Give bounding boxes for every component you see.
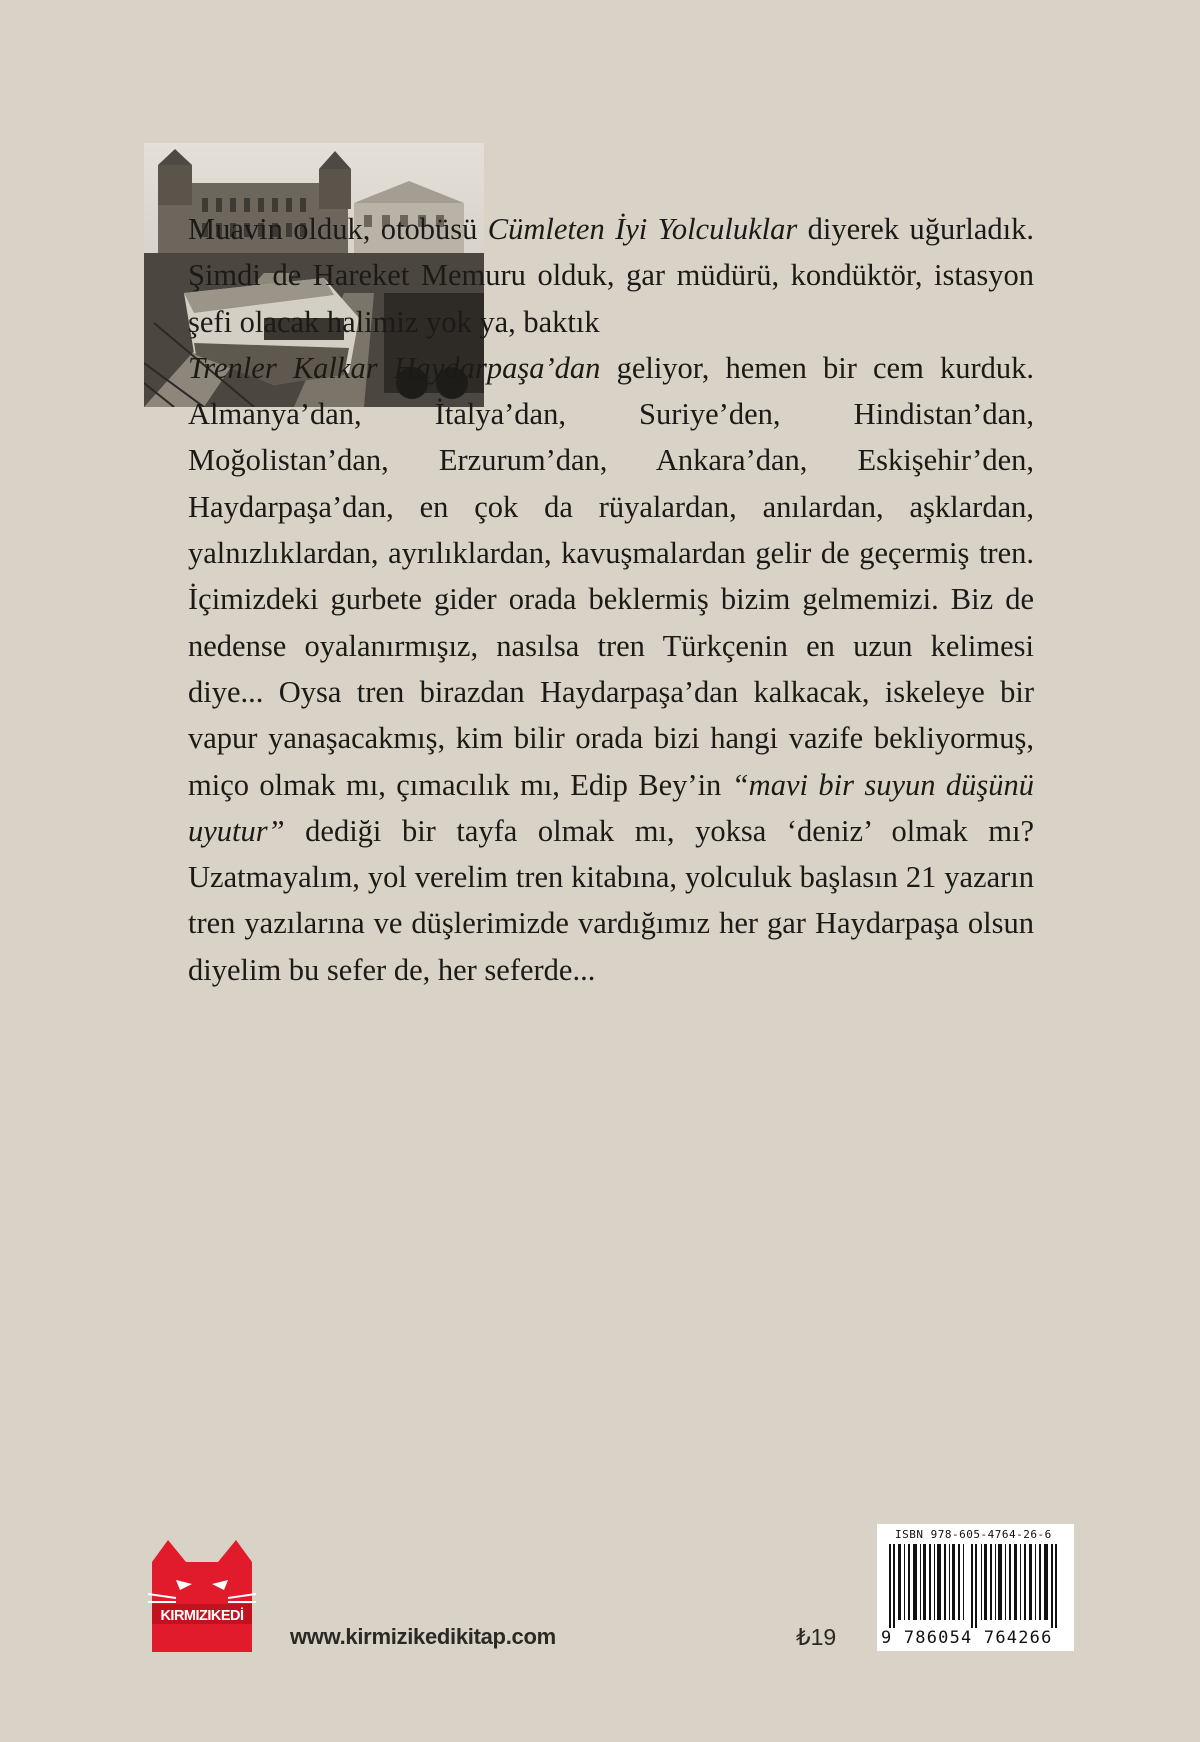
blurb-intro [188,206,1034,345]
blurb-intro-1: Muavin olduk, otobüsü [188,212,488,246]
blurb-book-title: Trenler Kalkar Haydarpaşa’dan [188,350,601,385]
publisher-logo-text: KIRMIZIKEDİ [160,1608,244,1624]
red-cat-icon [146,1540,258,1652]
barcode-bars [885,1544,1065,1628]
blurb-intro-title: Cümleten İyi Yolculuklar [487,212,798,246]
blurb-intro-2: diyerek uğurladık. Şimdi de Hareket Memuru olduk, gar müdürü, kondüktör, istasyon şefi olacak halimiz yok ya, baktık [188,212,1034,339]
publisher-logo [146,1540,258,1652]
blurb-text [188,206,1034,993]
isbn-label: ISBN 978-605-4764-26-6 [895,1528,1052,1541]
blurb-body-2: dediği bir tayfa olmak mı, yoksa ‘deniz’ olmak mı? Uzatmayalım, yol verelim tren kitabına, yolculuk başlasın 21 yazarın tren yazılarına ve düşlerimizde vardığımız her gar Haydarpaşa olsun diyelim bu sefer de, her seferde... [188,813,1034,987]
blurb-quote: “mavi bir suyun düşünü uyutur” [188,767,1034,848]
isbn-barcode [877,1524,1074,1651]
blurb-body-1: geliyor, hemen bir cem kurduk. Almanya’dan, İtalya’dan, Suriye’den, Hindistan’dan, Moğolistan’dan, Erzurum’dan, Ankara’dan, Eskişehir’den, Haydarpaşa’dan, en çok da rüyalardan, anılardan, aşklardan, yalnızlıklardan, ayrılıklardan, kavuşmalardan gelir de geçermiş tren. İçimizdeki gurbete gider orada beklermiş bizim gelmemizi. Biz de nedense oyalanırmışız, nasılsa tren Türkçenin en uzun kelimesi diye... Oysa tren birazdan Haydarpaşa’dan kalkacak, iskeleye bir vapur yanaşacakmış, kim bilir orada bizi hangi vazife bekliyormuş, miço olmak mı, çımacılık mı, Edip Bey’in [188,350,1034,802]
price-label: ₺19 [796,1624,837,1650]
barcode-digits: 9 786054 764266 [881,1628,1053,1648]
publisher-website[interactable]: www.kirmizikedikitap.com [290,1624,556,1649]
blurb-body [188,345,1034,993]
